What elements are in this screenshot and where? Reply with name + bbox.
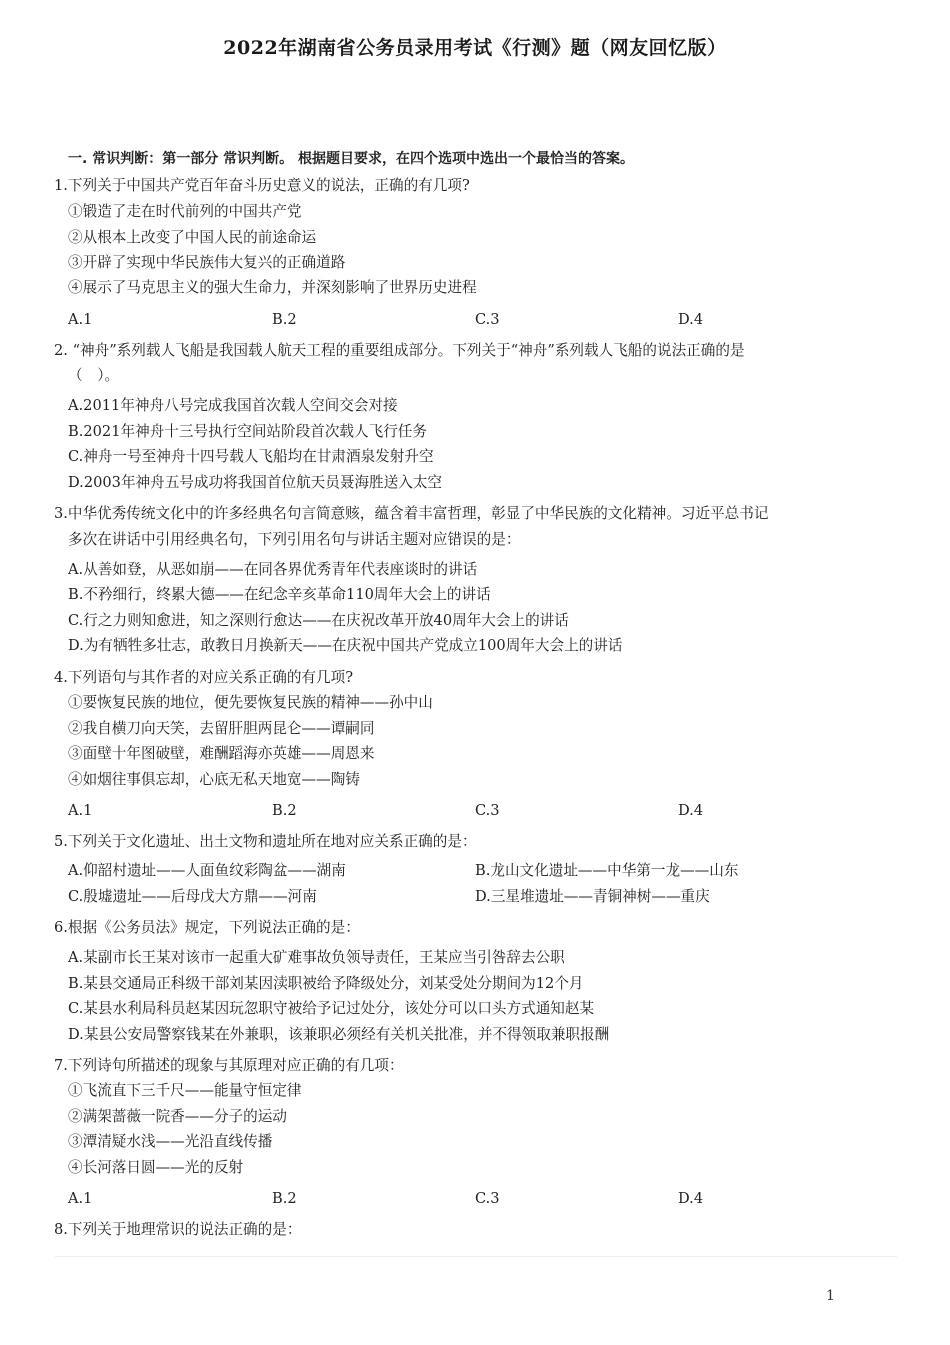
q6-option-c: C.某县水利局科员赵某因玩忽职守被给予记过处分，该处分可以口头方式通知赵某 [68,1000,595,1017]
q3-stem-cont: 多次在讲话中引用经典名句，下列引用名句与讲话主题对应错误的是： [68,531,521,548]
q4-item: ③面壁十年图破壁，难酬蹈海亦英雄——周恩来 [68,745,375,762]
q6-option-a: A.某副市长王某对该市一起重大矿难事故负领导责任，王某应当引咎辞去公职 [68,949,565,966]
q1-item: ③开辟了实现中华民族伟大复兴的正确道路 [68,254,346,271]
section-heading: 一. 常识判断：第一部分 常识判断。 根据题目要求，在四个选项中选出一个最恰当的答案。 [68,151,634,167]
q2-stem-cont: （ ）。 [68,367,120,384]
q3-option-d: D.为有牺牲多壮志，敢教日月换新天——在庆祝中国共产党成立100周年大会上的讲话 [68,637,623,654]
q7-item: ②满架蔷薇一院香——分子的运动 [68,1108,287,1125]
q3-stem: 3.中华优秀传统文化中的许多经典名句言简意赅，蕴含着丰富哲理，彰显了中华民族的文化精神。习近平总书记 [54,505,769,522]
q3-option-a: A.从善如登，从恶如崩——在同各界优秀青年代表座谈时的讲话 [68,561,478,578]
q7-option-b: B.2 [272,1190,297,1207]
q6-stem: 6.根据《公务员法》规定，下列说法正确的是： [54,919,360,936]
q4-item: ②我自横刀向天笑，去留肝胆两昆仑——谭嗣同 [68,720,375,737]
q6-option-b: B.某县交通局正科级干部刘某因渎职被给予降级处分，刘某受处分期间为12个月 [68,975,584,992]
q4-stem: 4.下列语句与其作者的对应关系正确的有几项? [54,669,354,686]
q7-item: ③潭清疑水浅——光沿直线传播 [68,1133,273,1150]
q1-item: ④展示了马克思主义的强大生命力，并深刻影响了世界历史进程 [68,279,477,296]
q1-item: ①锻造了走在时代前列的中国共产党 [68,203,302,220]
q4-item: ④如烟往事俱忘却，心底无私天地宽——陶铸 [68,771,360,788]
q4-item: ①要恢复民族的地位，便先要恢复民族的精神——孙中山 [68,694,433,711]
page-divider [55,1256,897,1257]
q7-item: ④长河落日圆——光的反射 [68,1159,244,1176]
document-title: 2022年湖南省公务员录用考试《行测》题（网友回忆版） [223,37,727,59]
q5-stem: 5.下列关于文化遗址、出土文物和遗址所在地对应关系正确的是： [54,833,477,850]
q4-option-a: A.1 [68,802,93,819]
page-number: 1 [826,1288,835,1304]
q1-option-b: B.2 [272,311,297,328]
q4-option-c: C.3 [475,802,500,819]
q3-option-c: C.行之力则知愈进，知之深则行愈达——在庆祝改革开放40周年大会上的讲话 [68,612,569,629]
q2-stem: 2. “神舟”系列载人飞船是我国载人航天工程的重要组成部分。下列关于“神舟”系列载人飞船的说法正确的是 [54,342,745,359]
q8-stem: 8.下列关于地理常识的说法正确的是： [54,1221,302,1238]
q2-option-d: D.2003年神舟五号成功将我国首位航天员聂海胜送入太空 [68,474,443,491]
q7-option-c: C.3 [475,1190,500,1207]
q5-option-b: B.龙山文化遗址——中华第一龙——山东 [475,862,739,879]
q7-option-d: D.4 [678,1190,704,1207]
q3-option-b: B.不矜细行，终累大德——在纪念辛亥革命110周年大会上的讲话 [68,586,491,603]
q2-option-a: A.2011年神舟八号完成我国首次载人空间交会对接 [68,397,398,414]
q7-item: ①飞流直下三千尺——能量守恒定律 [68,1082,302,1099]
q7-option-a: A.1 [68,1190,93,1207]
q6-option-d: D.某县公安局警察钱某在外兼职，该兼职必须经有关机关批准，并不得领取兼职报酬 [68,1026,610,1043]
q1-item: ②从根本上改变了中国人民的前途命运 [68,229,317,246]
q7-stem: 7.下列诗句所描述的现象与其原理对应正确的有几项： [54,1057,404,1074]
q1-option-c: C.3 [475,311,500,328]
q2-option-c: C.神舟一号至神舟十四号载人飞船均在甘肃酒泉发射升空 [68,448,434,465]
q5-option-d: D.三星堆遗址——青铜神树——重庆 [475,888,710,905]
q1-option-d: D.4 [678,311,704,328]
q5-option-c: C.殷墟遗址——后母戊大方鼎——河南 [68,888,317,905]
q2-option-b: B.2021年神舟十三号执行空间站阶段首次载人飞行任务 [68,423,427,440]
q4-option-b: B.2 [272,802,297,819]
q1-option-a: A.1 [68,311,93,328]
q1-stem: 1.下列关于中国共产党百年奋斗历史意义的说法，正确的有几项? [54,177,470,194]
q5-option-a: A.仰韶村遗址——人面鱼纹彩陶盆——湖南 [68,862,346,879]
q4-option-d: D.4 [678,802,704,819]
